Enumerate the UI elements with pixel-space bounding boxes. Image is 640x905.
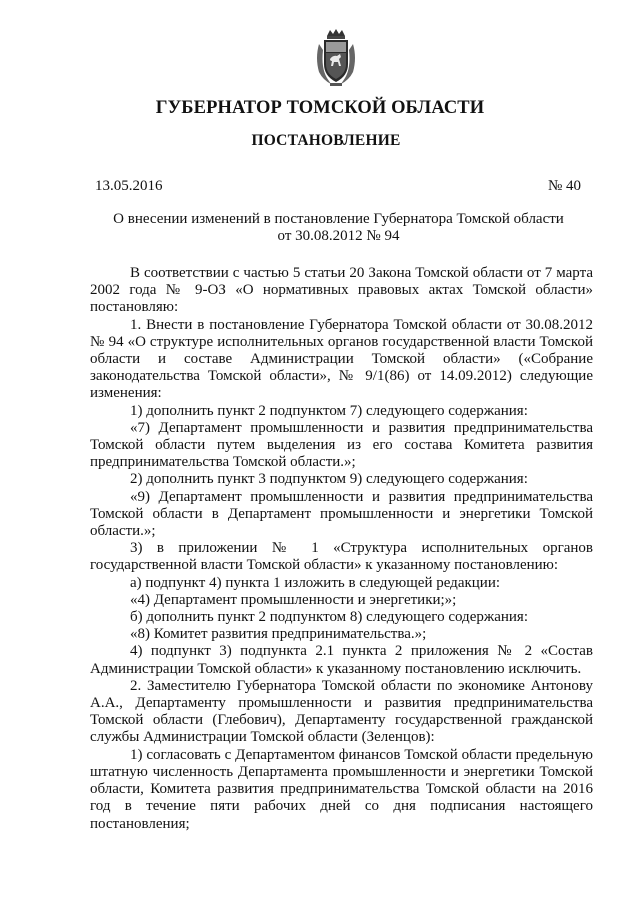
body-paragraph: «7) Департамент промышленности и развития предпринимательства Томской области путем выделения из его состава Комитета развития предпринимательства Томской области.»; <box>90 419 593 471</box>
body-paragraph: «9) Департамент промышленности и развития предпринимательства Томской области в Департамент промышленности и энергетики Томской области.»; <box>90 488 593 540</box>
body-paragraph: 3) в приложении № 1 «Структура исполнительных органов государственной власти Томской области» к указанному постановлению: <box>90 540 593 574</box>
document-date: 13.05.2016 <box>95 178 163 194</box>
body-paragraph: 4) подпункт 3) подпункта 2.1 пункта 2 приложения № 2 «Состав Администрации Томской области» к указанному постановлению исключить. <box>90 643 593 677</box>
body-paragraph: 1. Внести в постановление Губернатора Томской области от 30.08.2012 № 94 «О структуре исполнительных органов государственной власти Томской области и составе Администрации Томской области» («Собрание законодательства Томской области», № 9/1(86) от 14.09.2012) следующие изменения: <box>90 316 593 402</box>
body-paragraph: «4) Департамент промышленности и энергетики;»; <box>130 591 457 608</box>
document-title <box>95 211 582 245</box>
document-type-heading: ПОСТАНОВЛЕНИЕ <box>251 132 401 149</box>
body-paragraph: 2) дополнить пункт 3 подпунктом 9) следующего содержания: <box>130 471 528 488</box>
body-paragraph: 1) дополнить пункт 2 подпунктом 7) следующего содержания: <box>130 402 528 419</box>
tomsk-coat-of-arms-icon <box>313 28 359 88</box>
document-body <box>90 265 593 833</box>
document-title-line: О внесении изменений в постановление Губернатора Томской области <box>113 211 564 227</box>
body-paragraph: «8) Комитет развития предпринимательства.»; <box>130 626 427 643</box>
body-paragraph: б) дополнить пункт 2 подпунктом 8) следующего содержания: <box>130 609 528 626</box>
body-paragraph: а) подпункт 4) пункта 1 изложить в следующей редакции: <box>130 574 501 591</box>
document-number: № 40 <box>547 178 581 194</box>
body-paragraph: В соответствии с частью 5 статьи 20 Закона Томской области от 7 марта 2002 года № 9-ОЗ «О нормативных правовых актах Томской области» постановляю: <box>90 265 593 316</box>
document-title-line: от 30.08.2012 № 94 <box>277 228 400 244</box>
body-paragraph: 2. Заместителю Губернатора Томской области по экономике Антонову А.А., Департаменту промышленности и развития предпринимательства Томской области (Глебович), Департаменту государственной гражданской службы Администрации Томской области (Зеленцов): <box>90 677 593 746</box>
body-paragraph: 1) согласовать с Департаментом финансов Томской области предельную штатную численность Департамента промышленности и энергетики Томской области, Комитета развития предпринимательства Томской области на 2016 год в течение пяти рабочих дней со дня подписания настоящего постановления; <box>90 746 593 832</box>
organization-heading: ГУБЕРНАТОР ТОМСКОЙ ОБЛАСТИ <box>155 98 485 118</box>
